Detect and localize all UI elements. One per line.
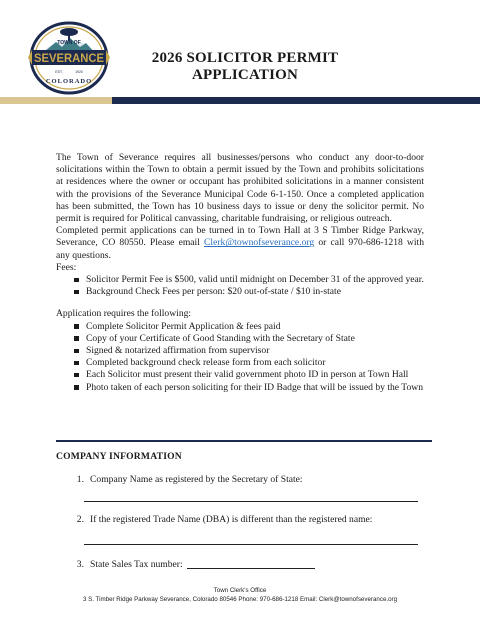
question-number: 2. [76, 514, 84, 525]
question-company-name [56, 474, 432, 486]
logo-est-right: 1920 [75, 70, 83, 74]
question-text: State Sales Tax number: [90, 559, 183, 570]
company-heading: COMPANY INFORMATION [56, 451, 182, 462]
intro-paragraph: The Town of Severance requires all businesses/persons who conduct any door-to-door solicitations within the Town to obtain a permit issued by the Town and prohibits solicitations at residences where the owner or occupant has prohibited solicitations in a manner consistent with the provisions of the Severance Municipal Code 6-1-150. Once a completed application has been submitted, the Town has 10 business days to issue or deny the solicitor permit. No permit is required for Political canvassing, charitable fundraising, or religious outreach. [56, 152, 424, 225]
submission-text-after: or call 970-686-1218 with any questions. [56, 237, 424, 261]
requirement-item: Complete Solicitor Permit Application & fees paid [86, 321, 424, 333]
logo-main-text: SEVERANCE [34, 51, 104, 65]
footer-contact: 3 S. Timber Ridge Parkway Severance, Colorado 80546 Phone: 970-686-1218 Email: Clerk@townofseverance.org [82, 596, 398, 603]
sales-tax-number-field[interactable] [187, 559, 315, 569]
question-text: Company Name as registered by the Secretary of State: [90, 474, 303, 485]
logo-est-left: EST. [55, 70, 63, 74]
fees-heading: Fees: [56, 261, 77, 273]
title-line-2: APPLICATION [191, 67, 299, 83]
fee-item-background: Background Check Fees per person: $20 out-of-state / $10 in-state [86, 286, 424, 298]
submission-paragraph [56, 225, 424, 262]
logo-top-text: TOWN OF [57, 40, 81, 46]
title-line-1: 2026 SOLICITOR PERMIT [151, 50, 339, 66]
requirements-heading: Application requires the following: [56, 308, 192, 320]
page-footer [0, 586, 480, 604]
logo-bottom-text: COLORADO [45, 78, 93, 85]
question-number: 3. [76, 559, 84, 570]
requirement-item: Signed & notarized affirmation from supervisor [86, 345, 424, 357]
submission-text-before: Completed permit applications can be turned in to Town Hall at 3 S Timber Ridge Parkway, Severance, CO 80550. Please email [56, 225, 424, 249]
requirements-list [56, 321, 424, 394]
requirement-item: Copy of your Certificate of Good Standing with the Secretary of State [86, 333, 424, 345]
company-information-section [56, 451, 432, 571]
question-number: 1. [76, 474, 84, 485]
requirement-item: Each Solicitor must present their valid government photo ID in person at Town Hall [86, 369, 424, 381]
footer-office: Town Clerk's Office [213, 587, 267, 594]
requirement-item: Completed background check release form from each solicitor [86, 357, 424, 369]
question-trade-name [56, 514, 432, 526]
fees-list [56, 274, 424, 298]
question-text: If the registered Trade Name (DBA) is different than the registered name: [90, 514, 373, 525]
town-of-severance-logo [28, 20, 110, 96]
question-sales-tax [56, 559, 432, 571]
section-divider [56, 440, 432, 442]
fee-item-permit: Solicitor Permit Fee is $500, valid until midnight on December 31 of the approved year. [86, 274, 424, 286]
clerk-email-link[interactable]: Clerk@townofseverance.org [204, 237, 315, 249]
header-band-navy [112, 97, 480, 104]
intro-section [56, 152, 424, 394]
requirement-item: Photo taken of each person soliciting for their ID Badge that will be issued by the Town [86, 381, 423, 393]
page-title [120, 50, 370, 84]
